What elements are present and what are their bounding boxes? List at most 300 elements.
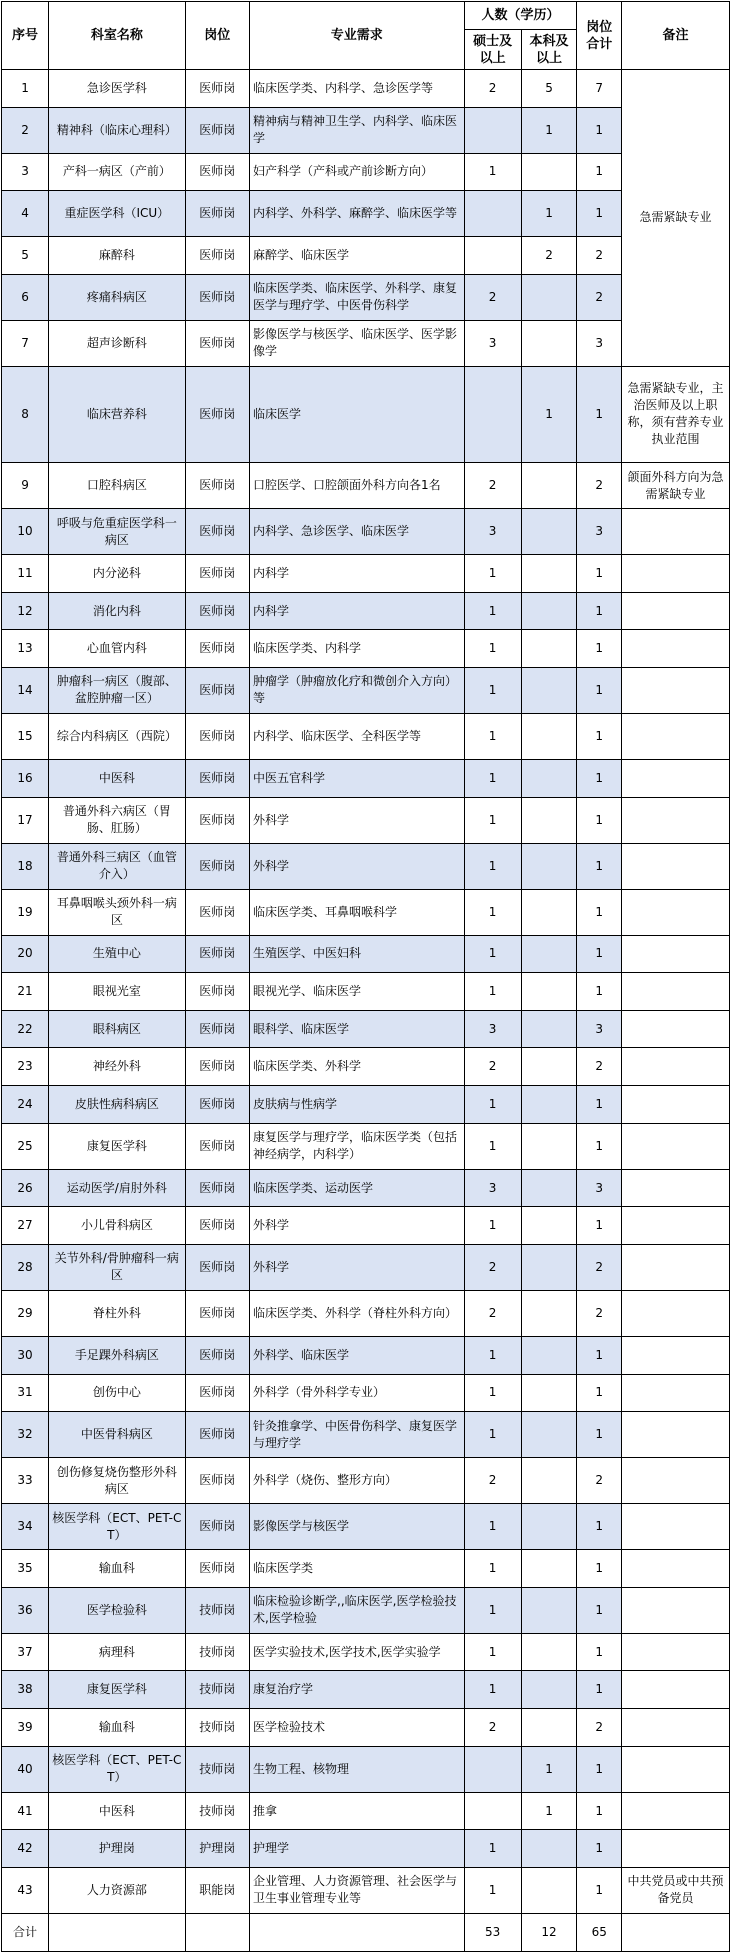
row-number: 29 bbox=[2, 1290, 49, 1336]
post-type: 医师岗 bbox=[185, 667, 249, 713]
major-requirement: 妇产科学（产科或产前诊断方向） bbox=[250, 153, 465, 191]
bachelor-count bbox=[521, 153, 577, 191]
major-requirement: 内科学 bbox=[250, 555, 465, 593]
department-name: 消化内科 bbox=[49, 592, 185, 630]
row-number: 17 bbox=[2, 797, 49, 843]
master-count: 1 bbox=[464, 555, 521, 593]
post-type: 医师岗 bbox=[185, 592, 249, 630]
major-requirement: 企业管理、人力资源管理、社会医学与卫生事业管理专业等 bbox=[250, 1867, 465, 1913]
table-row bbox=[2, 1671, 730, 1709]
post-total: 1 bbox=[577, 1374, 622, 1412]
post-type: 医师岗 bbox=[185, 797, 249, 843]
remark-cell bbox=[622, 1048, 730, 1086]
table-row bbox=[2, 463, 730, 509]
header-bachelor: 本科及以上 bbox=[521, 30, 577, 70]
remark-cell bbox=[622, 1709, 730, 1747]
table-row bbox=[2, 1458, 730, 1504]
post-type: 医师岗 bbox=[185, 1010, 249, 1048]
major-requirement: 康复医学与理疗学，临床医学类（包括神经病学，内科学） bbox=[250, 1123, 465, 1169]
row-number: 5 bbox=[2, 237, 49, 275]
post-type: 医师岗 bbox=[185, 463, 249, 509]
department-name: 中医骨科病区 bbox=[49, 1412, 185, 1458]
major-requirement: 医学检验技术 bbox=[250, 1709, 465, 1747]
department-name: 重症医学科（ICU） bbox=[49, 191, 185, 237]
bachelor-count bbox=[521, 274, 577, 320]
master-count: 1 bbox=[464, 1374, 521, 1412]
remark-cell: 颌面外科方向为急需紧缺专业 bbox=[622, 463, 730, 509]
major-requirement: 口腔医学、口腔颌面外科方向各1名 bbox=[250, 463, 465, 509]
remark-cell bbox=[622, 1169, 730, 1207]
post-total: 1 bbox=[577, 1671, 622, 1709]
row-number: 12 bbox=[2, 592, 49, 630]
remark-cell bbox=[622, 592, 730, 630]
table-row bbox=[2, 1587, 730, 1633]
post-total: 2 bbox=[577, 463, 622, 509]
major-requirement: 眼科学、临床医学 bbox=[250, 1010, 465, 1048]
totals-empty-post-type bbox=[185, 1913, 249, 1951]
table-row bbox=[2, 1123, 730, 1169]
major-requirement: 护理学 bbox=[250, 1830, 465, 1868]
remark-cell bbox=[622, 1504, 730, 1550]
master-count bbox=[464, 191, 521, 237]
post-type: 医师岗 bbox=[185, 843, 249, 889]
header-note: 备注 bbox=[622, 2, 730, 70]
post-type: 医师岗 bbox=[185, 555, 249, 593]
post-total: 1 bbox=[577, 843, 622, 889]
remark-cell bbox=[622, 759, 730, 797]
master-count bbox=[464, 1792, 521, 1830]
department-name: 口腔科病区 bbox=[49, 463, 185, 509]
post-type: 技师岗 bbox=[185, 1671, 249, 1709]
remark-cell bbox=[622, 935, 730, 973]
post-total: 1 bbox=[577, 107, 622, 153]
master-count bbox=[464, 107, 521, 153]
remark-cell bbox=[622, 1412, 730, 1458]
table-row bbox=[2, 1010, 730, 1048]
post-type: 医师岗 bbox=[185, 1123, 249, 1169]
row-number: 15 bbox=[2, 713, 49, 759]
department-name: 精神科（临床心理科） bbox=[49, 107, 185, 153]
department-name: 疼痛科病区 bbox=[49, 274, 185, 320]
remark-cell: 中共党员或中共预备党员 bbox=[622, 1867, 730, 1913]
post-type: 医师岗 bbox=[185, 107, 249, 153]
remark-cell bbox=[622, 1374, 730, 1412]
post-total: 7 bbox=[577, 70, 622, 108]
post-type: 职能岗 bbox=[185, 1867, 249, 1913]
row-number: 13 bbox=[2, 630, 49, 668]
post-type: 医师岗 bbox=[185, 366, 249, 462]
master-count: 1 bbox=[464, 667, 521, 713]
major-requirement: 生殖医学、中医妇科 bbox=[250, 935, 465, 973]
row-number: 23 bbox=[2, 1048, 49, 1086]
row-number: 7 bbox=[2, 320, 49, 366]
post-type: 医师岗 bbox=[185, 274, 249, 320]
post-total: 1 bbox=[577, 1587, 622, 1633]
post-total: 1 bbox=[577, 667, 622, 713]
department-name: 输血科 bbox=[49, 1550, 185, 1588]
row-number: 21 bbox=[2, 973, 49, 1011]
table-row bbox=[2, 1207, 730, 1245]
post-type: 医师岗 bbox=[185, 1458, 249, 1504]
post-type: 技师岗 bbox=[185, 1746, 249, 1792]
post-total: 3 bbox=[577, 1169, 622, 1207]
department-name: 人力资源部 bbox=[49, 1867, 185, 1913]
row-number: 14 bbox=[2, 667, 49, 713]
totals-row bbox=[2, 1913, 730, 1951]
major-requirement: 外科学 bbox=[250, 1207, 465, 1245]
bachelor-count bbox=[521, 1169, 577, 1207]
table-row bbox=[2, 667, 730, 713]
remark-cell bbox=[622, 667, 730, 713]
post-total: 1 bbox=[577, 1867, 622, 1913]
department-name: 康复医学科 bbox=[49, 1123, 185, 1169]
post-total: 3 bbox=[577, 320, 622, 366]
remark-cell bbox=[622, 1244, 730, 1290]
post-total: 1 bbox=[577, 366, 622, 462]
department-name: 超声诊断科 bbox=[49, 320, 185, 366]
remark-cell bbox=[622, 889, 730, 935]
bachelor-count bbox=[521, 843, 577, 889]
post-total: 1 bbox=[577, 1746, 622, 1792]
row-number: 34 bbox=[2, 1504, 49, 1550]
totals-total: 65 bbox=[577, 1913, 622, 1951]
table-row bbox=[2, 1169, 730, 1207]
major-requirement: 外科学 bbox=[250, 1244, 465, 1290]
major-requirement: 临床医学类 bbox=[250, 1550, 465, 1588]
department-name: 脊柱外科 bbox=[49, 1290, 185, 1336]
post-type: 医师岗 bbox=[185, 935, 249, 973]
master-count: 3 bbox=[464, 509, 521, 555]
department-name: 康复医学科 bbox=[49, 1671, 185, 1709]
row-number: 35 bbox=[2, 1550, 49, 1588]
department-name: 小儿骨科病区 bbox=[49, 1207, 185, 1245]
bachelor-count bbox=[521, 1207, 577, 1245]
totals-label: 合计 bbox=[2, 1913, 49, 1951]
major-requirement: 外科学 bbox=[250, 843, 465, 889]
remark-cell bbox=[622, 843, 730, 889]
post-type: 医师岗 bbox=[185, 1412, 249, 1458]
department-name: 眼科病区 bbox=[49, 1010, 185, 1048]
row-number: 32 bbox=[2, 1412, 49, 1458]
major-requirement: 外科学（骨外科学专业） bbox=[250, 1374, 465, 1412]
bachelor-count bbox=[521, 320, 577, 366]
major-requirement: 针灸推拿学、中医骨伤科学、康复医学与理疗学 bbox=[250, 1412, 465, 1458]
post-type: 医师岗 bbox=[185, 237, 249, 275]
post-total: 1 bbox=[577, 935, 622, 973]
bachelor-count bbox=[521, 935, 577, 973]
post-type: 医师岗 bbox=[185, 153, 249, 191]
row-number: 19 bbox=[2, 889, 49, 935]
bachelor-count bbox=[521, 1830, 577, 1868]
post-type: 医师岗 bbox=[185, 630, 249, 668]
master-count: 2 bbox=[464, 1048, 521, 1086]
major-requirement: 康复治疗学 bbox=[250, 1671, 465, 1709]
table-row bbox=[2, 191, 730, 237]
post-total: 1 bbox=[577, 1633, 622, 1671]
totals-bachelor: 12 bbox=[521, 1913, 577, 1951]
post-total: 1 bbox=[577, 1412, 622, 1458]
major-requirement: 中医五官科学 bbox=[250, 759, 465, 797]
bachelor-count bbox=[521, 1867, 577, 1913]
header-seq: 序号 bbox=[2, 2, 49, 70]
table-row bbox=[2, 797, 730, 843]
table-body bbox=[2, 70, 730, 1952]
row-number: 9 bbox=[2, 463, 49, 509]
post-total: 3 bbox=[577, 1010, 622, 1048]
master-count: 2 bbox=[464, 70, 521, 108]
table-row bbox=[2, 1867, 730, 1913]
table-row bbox=[2, 1633, 730, 1671]
bachelor-count bbox=[521, 1550, 577, 1588]
master-count: 2 bbox=[464, 1458, 521, 1504]
bachelor-count bbox=[521, 1587, 577, 1633]
major-requirement: 外科学 bbox=[250, 797, 465, 843]
bachelor-count: 1 bbox=[521, 366, 577, 462]
bachelor-count bbox=[521, 592, 577, 630]
bachelor-count bbox=[521, 889, 577, 935]
post-total: 1 bbox=[577, 555, 622, 593]
bachelor-count: 1 bbox=[521, 1792, 577, 1830]
row-number: 16 bbox=[2, 759, 49, 797]
remark-cell bbox=[622, 1550, 730, 1588]
remark-cell bbox=[622, 555, 730, 593]
table-row bbox=[2, 1086, 730, 1124]
table-row bbox=[2, 1709, 730, 1747]
table-row bbox=[2, 1550, 730, 1588]
header-dept: 科室名称 bbox=[49, 2, 185, 70]
totals-empty-department-name bbox=[49, 1913, 185, 1951]
table-row bbox=[2, 320, 730, 366]
major-requirement: 眼视光学、临床医学 bbox=[250, 973, 465, 1011]
master-count: 1 bbox=[464, 759, 521, 797]
bachelor-count bbox=[521, 1336, 577, 1374]
major-requirement: 生物工程、核物理 bbox=[250, 1746, 465, 1792]
post-total: 1 bbox=[577, 973, 622, 1011]
post-type: 技师岗 bbox=[185, 1633, 249, 1671]
post-type: 医师岗 bbox=[185, 759, 249, 797]
bachelor-count bbox=[521, 1504, 577, 1550]
remark-cell bbox=[622, 1746, 730, 1792]
post-type: 医师岗 bbox=[185, 713, 249, 759]
post-type: 技师岗 bbox=[185, 1587, 249, 1633]
post-total: 1 bbox=[577, 630, 622, 668]
major-requirement: 精神病与精神卫生学、内科学、临床医学 bbox=[250, 107, 465, 153]
bachelor-count: 1 bbox=[521, 1746, 577, 1792]
department-name: 皮肤性病科病区 bbox=[49, 1086, 185, 1124]
row-number: 27 bbox=[2, 1207, 49, 1245]
major-requirement: 影像医学与核医学 bbox=[250, 1504, 465, 1550]
department-name: 麻醉科 bbox=[49, 237, 185, 275]
department-name: 肿瘤科一病区（腹部、盆腔肿瘤一区） bbox=[49, 667, 185, 713]
post-type: 医师岗 bbox=[185, 1550, 249, 1588]
table-row bbox=[2, 1244, 730, 1290]
bachelor-count bbox=[521, 797, 577, 843]
post-total: 1 bbox=[577, 1550, 622, 1588]
table-row bbox=[2, 1792, 730, 1830]
table-row bbox=[2, 889, 730, 935]
bachelor-count: 1 bbox=[521, 107, 577, 153]
row-number: 2 bbox=[2, 107, 49, 153]
bachelor-count bbox=[521, 509, 577, 555]
major-requirement: 临床医学类、临床医学、外科学、康复医学与理疗学、中医骨伤科学 bbox=[250, 274, 465, 320]
remark-cell: 急需紧缺专业，主治医师及以上职称，须有营养专业执业范围 bbox=[622, 366, 730, 462]
remark-cell bbox=[622, 713, 730, 759]
master-count bbox=[464, 366, 521, 462]
post-type: 医师岗 bbox=[185, 509, 249, 555]
row-number: 26 bbox=[2, 1169, 49, 1207]
master-count: 1 bbox=[464, 1123, 521, 1169]
major-requirement: 内科学、急诊医学、临床医学 bbox=[250, 509, 465, 555]
remark-cell bbox=[622, 1792, 730, 1830]
major-requirement: 影像医学与核医学、临床医学、医学影像学 bbox=[250, 320, 465, 366]
row-number: 30 bbox=[2, 1336, 49, 1374]
remark-cell bbox=[622, 1587, 730, 1633]
table-row bbox=[2, 759, 730, 797]
row-number: 31 bbox=[2, 1374, 49, 1412]
master-count: 1 bbox=[464, 1207, 521, 1245]
post-total: 1 bbox=[577, 1504, 622, 1550]
department-name: 生殖中心 bbox=[49, 935, 185, 973]
bachelor-count bbox=[521, 1010, 577, 1048]
remark-cell bbox=[622, 1336, 730, 1374]
table-row bbox=[2, 973, 730, 1011]
master-count bbox=[464, 1746, 521, 1792]
row-number: 37 bbox=[2, 1633, 49, 1671]
master-count bbox=[464, 237, 521, 275]
post-type: 医师岗 bbox=[185, 1374, 249, 1412]
bachelor-count bbox=[521, 1709, 577, 1747]
master-count: 1 bbox=[464, 1867, 521, 1913]
master-count: 1 bbox=[464, 1412, 521, 1458]
department-name: 手足踝外科病区 bbox=[49, 1336, 185, 1374]
bachelor-count bbox=[521, 1290, 577, 1336]
master-count: 1 bbox=[464, 797, 521, 843]
major-requirement: 外科学（烧伤、整形方向） bbox=[250, 1458, 465, 1504]
master-count: 1 bbox=[464, 1504, 521, 1550]
bachelor-count bbox=[521, 1086, 577, 1124]
remark-cell bbox=[622, 1086, 730, 1124]
remark-cell bbox=[622, 973, 730, 1011]
post-total: 1 bbox=[577, 592, 622, 630]
bachelor-count bbox=[521, 1671, 577, 1709]
post-total: 1 bbox=[577, 797, 622, 843]
master-count: 1 bbox=[464, 592, 521, 630]
department-name: 眼视光室 bbox=[49, 973, 185, 1011]
department-name: 病理科 bbox=[49, 1633, 185, 1671]
major-requirement: 临床医学类、内科学 bbox=[250, 630, 465, 668]
master-count: 1 bbox=[464, 1671, 521, 1709]
department-name: 核医学科（ECT、PET-CT） bbox=[49, 1746, 185, 1792]
post-type: 医师岗 bbox=[185, 1504, 249, 1550]
row-number: 18 bbox=[2, 843, 49, 889]
bachelor-count bbox=[521, 630, 577, 668]
post-total: 1 bbox=[577, 153, 622, 191]
department-name: 中医科 bbox=[49, 759, 185, 797]
post-total: 1 bbox=[577, 759, 622, 797]
department-name: 综合内科病区（西院） bbox=[49, 713, 185, 759]
row-number: 41 bbox=[2, 1792, 49, 1830]
post-total: 3 bbox=[577, 509, 622, 555]
post-type: 医师岗 bbox=[185, 1048, 249, 1086]
table-header bbox=[2, 2, 730, 70]
remark-cell bbox=[622, 1290, 730, 1336]
row-number: 39 bbox=[2, 1709, 49, 1747]
totals-empty-major-requirement bbox=[250, 1913, 465, 1951]
remark-cell bbox=[622, 1830, 730, 1868]
table-row bbox=[2, 630, 730, 668]
table-row bbox=[2, 713, 730, 759]
major-requirement: 临床医学类、耳鼻咽喉科学 bbox=[250, 889, 465, 935]
remark-cell bbox=[622, 1123, 730, 1169]
post-type: 医师岗 bbox=[185, 1244, 249, 1290]
major-requirement: 内科学 bbox=[250, 592, 465, 630]
department-name: 创伤中心 bbox=[49, 1374, 185, 1412]
post-total: 1 bbox=[577, 1207, 622, 1245]
department-name: 神经外科 bbox=[49, 1048, 185, 1086]
table-row bbox=[2, 1412, 730, 1458]
post-total: 2 bbox=[577, 1458, 622, 1504]
row-number: 6 bbox=[2, 274, 49, 320]
table-row bbox=[2, 237, 730, 275]
post-type: 医师岗 bbox=[185, 320, 249, 366]
major-requirement: 临床医学类、内科学、急诊医学等 bbox=[250, 70, 465, 108]
master-count: 1 bbox=[464, 843, 521, 889]
master-count: 1 bbox=[464, 1587, 521, 1633]
major-requirement: 临床医学类、外科学（脊柱外科方向） bbox=[250, 1290, 465, 1336]
row-number: 4 bbox=[2, 191, 49, 237]
post-total: 1 bbox=[577, 889, 622, 935]
post-type: 护理岗 bbox=[185, 1830, 249, 1868]
post-type: 医师岗 bbox=[185, 973, 249, 1011]
row-number: 22 bbox=[2, 1010, 49, 1048]
post-total: 2 bbox=[577, 1290, 622, 1336]
post-total: 2 bbox=[577, 274, 622, 320]
major-requirement: 皮肤病与性病学 bbox=[250, 1086, 465, 1124]
table-row bbox=[2, 107, 730, 153]
major-requirement: 推拿 bbox=[250, 1792, 465, 1830]
remark-cell bbox=[622, 1671, 730, 1709]
department-name: 内分泌科 bbox=[49, 555, 185, 593]
row-number: 40 bbox=[2, 1746, 49, 1792]
major-requirement: 医学实验技术,医学技术,医学实验学 bbox=[250, 1633, 465, 1671]
post-total: 1 bbox=[577, 1830, 622, 1868]
header-major: 专业需求 bbox=[250, 2, 465, 70]
department-name: 创伤修复烧伤整形外科病区 bbox=[49, 1458, 185, 1504]
table-row bbox=[2, 1290, 730, 1336]
table-row bbox=[2, 1746, 730, 1792]
post-type: 医师岗 bbox=[185, 1086, 249, 1124]
row-number: 42 bbox=[2, 1830, 49, 1868]
department-name: 心血管内科 bbox=[49, 630, 185, 668]
remark-cell bbox=[622, 1633, 730, 1671]
major-requirement: 肿瘤学（肿瘤放化疗和微创介入方向）等 bbox=[250, 667, 465, 713]
table-row bbox=[2, 1336, 730, 1374]
remark-cell bbox=[622, 1010, 730, 1048]
table-row bbox=[2, 1830, 730, 1868]
table-row bbox=[2, 509, 730, 555]
bachelor-count bbox=[521, 1123, 577, 1169]
row-number: 11 bbox=[2, 555, 49, 593]
major-requirement: 外科学、临床医学 bbox=[250, 1336, 465, 1374]
recruitment-table bbox=[1, 1, 730, 1952]
post-total: 1 bbox=[577, 1123, 622, 1169]
master-count: 1 bbox=[464, 153, 521, 191]
post-total: 1 bbox=[577, 1792, 622, 1830]
master-count: 1 bbox=[464, 1550, 521, 1588]
bachelor-count bbox=[521, 713, 577, 759]
post-total: 2 bbox=[577, 1048, 622, 1086]
table-row bbox=[2, 1374, 730, 1412]
